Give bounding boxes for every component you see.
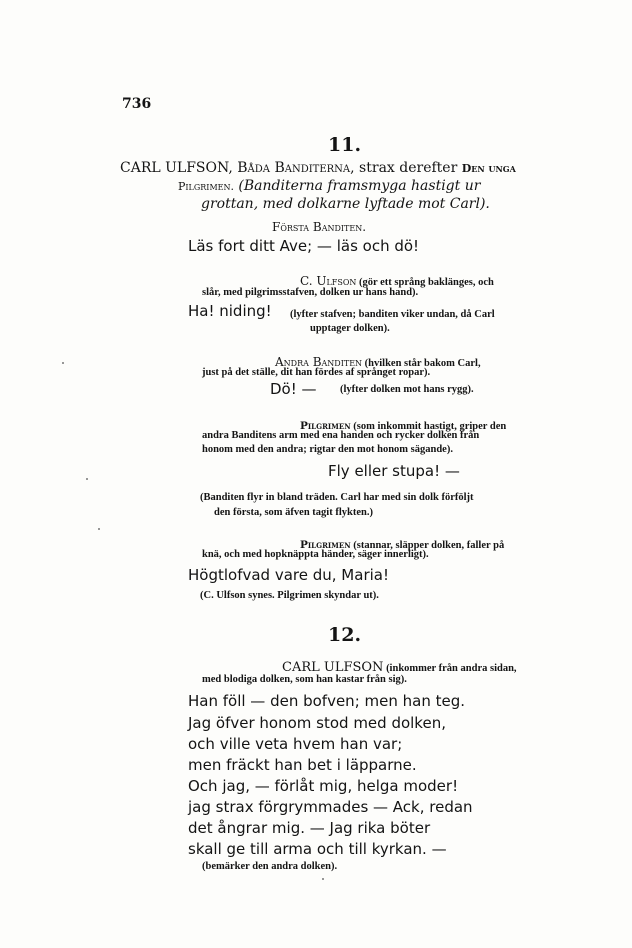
- stage-direction-text: (hvilken står bakom Carl,: [362, 358, 481, 369]
- scene-11-intro-line-3: grottan, med dolkarne lyftade mot Carl).: [201, 196, 490, 212]
- stage-direction-pilgrimen-line-2: andra Banditens arm med ena handen och rycker dolken från: [202, 430, 480, 441]
- stage-direction-bandit-flees-line-2: den första, som äfven tagit flykten.): [214, 507, 373, 518]
- intro-stage-direction: (Banditerna framsmyga hastigt ur: [233, 178, 481, 194]
- scene-11-heading: 11.: [328, 134, 362, 156]
- scene-11-intro-line-1: [120, 160, 516, 176]
- verse-hogtlofvad: Högtlofvad vare du, Maria!: [188, 566, 389, 584]
- character-carl-ulfson: CARL ULFSON,: [120, 160, 238, 176]
- speaker-pilgrimen: Pilgrimen: [300, 539, 351, 551]
- speaker-forsta-banditen: Första Banditen.: [272, 220, 367, 234]
- verse-fly-eller-stupa: Fly eller stupa! —: [328, 462, 460, 480]
- page-number: 736: [122, 96, 152, 112]
- verse-line: jag strax förgrymmades — Ack, redan: [188, 798, 473, 816]
- verse-line: skall ge till arma och till kyrkan. —: [188, 840, 447, 858]
- character-pilgrimen: Pilgrimen.: [178, 180, 234, 193]
- stage-direction-ha-line-1: (lyfter stafven; banditen viker undan, då Carl: [290, 309, 495, 320]
- scene-11-intro-line-2: [178, 178, 480, 194]
- speaker-carl-ulfson: CARL ULFSON: [282, 660, 384, 675]
- stage-direction-ha-line-2: upptager dolken).: [310, 323, 390, 334]
- scan-speck: [62, 362, 64, 364]
- stage-direction-text: (inkommer från andra sidan,: [383, 663, 517, 674]
- speaker-pilgrimen: Pilgrimen: [300, 420, 351, 432]
- speaker-c-ulfson: C. Ulfson: [300, 274, 357, 288]
- scan-speck: [322, 878, 324, 880]
- scene-12-stage-direction-line-1: [282, 656, 517, 675]
- stage-direction-ulfson-line-2: slår, med pilgrimsstafven, dolken ur hans hand).: [202, 287, 419, 298]
- verse-ha-niding: Ha! niding!: [188, 302, 272, 320]
- verse-line: men fräckt han bet i läpparne.: [188, 756, 417, 774]
- verse-line: Och jag, — förlåt mig, helga moder!: [188, 777, 459, 795]
- stage-direction-text: (stannar, släpper dolken, faller på: [350, 540, 505, 551]
- scene-12-stage-direction-line-2: med blodiga dolken, som han kastar från sig).: [202, 674, 407, 685]
- stage-direction-pilgrimen-line-3: honom med den andra; rigtar den mot honom sägande).: [202, 444, 453, 455]
- verse-las-fort: Läs fort ditt Ave; — läs och dö!: [188, 237, 420, 255]
- character-banditerna: Båda Banditerna,: [237, 160, 355, 176]
- verse-line: och ville veta hvem han var;: [188, 735, 403, 753]
- stage-direction-bandit-flees-line-1: (Banditen flyr in bland träden. Carl har med sin dolk förföljt: [200, 492, 474, 503]
- stage-direction-do: (lyfter dolken mot hans rygg).: [340, 384, 474, 395]
- verse-line: Jag öfver honom stod med dolken,: [188, 714, 446, 732]
- stage-direction-andra-line-2: just på det ställe, dit han fördes af språnget ropar).: [202, 367, 431, 378]
- intro-connector: strax derefter: [354, 160, 462, 176]
- stage-direction-text: (gör ett språng baklänges, och: [356, 277, 494, 288]
- verse-line: Han föll — den bofven; men han teg.: [188, 692, 466, 710]
- scan-speck: [98, 528, 100, 530]
- scene-12-heading: 12.: [328, 624, 362, 646]
- speaker-andra-banditen: Andra Banditen: [275, 355, 363, 369]
- verse-do: Dö! —: [270, 380, 317, 398]
- character-den-unga: Den unga: [461, 162, 516, 175]
- stage-direction-text: (som inkommit hastigt, griper den: [350, 421, 507, 432]
- final-stage-direction: (bemärker den andra dolken).: [202, 861, 338, 872]
- verse-line: det ångrar mig. — Jag rika böter: [188, 819, 431, 837]
- scan-speck: [86, 478, 88, 480]
- stage-direction-pilgrimen-kneels-line-2: knä, och med hopknäppta händer, säger innerligt).: [202, 549, 429, 560]
- stage-direction-exit: (C. Ulfson synes. Pilgrimen skyndar ut).: [200, 590, 379, 601]
